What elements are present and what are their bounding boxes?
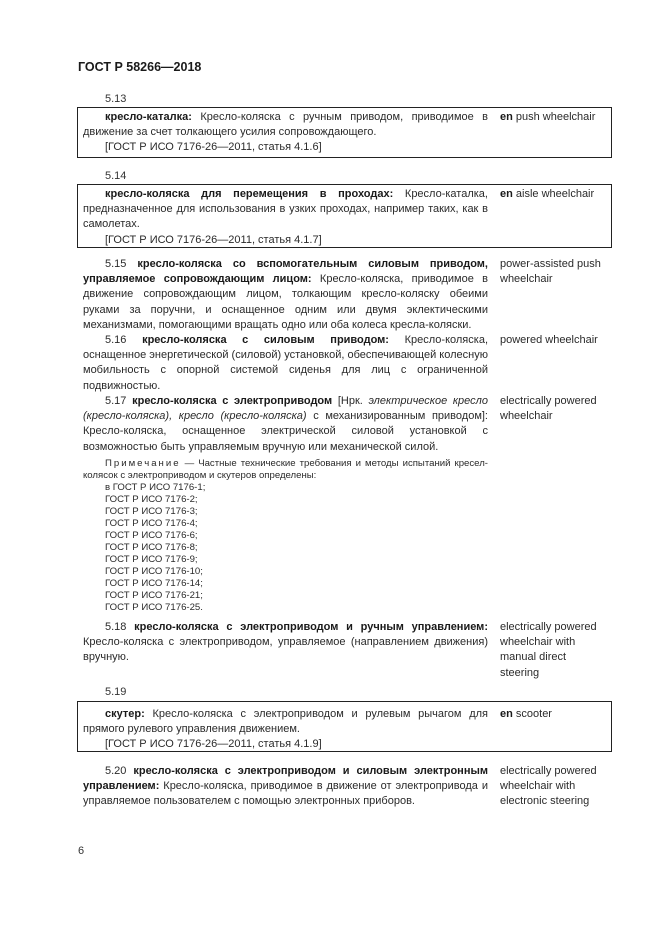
english-equivalent bbox=[500, 707, 610, 722]
term: кресло-коляска с электроприводом bbox=[132, 395, 333, 407]
entry-5-16 bbox=[83, 333, 488, 394]
entry-definition bbox=[83, 187, 488, 248]
list-item: ГОСТ Р ИСО 7176-2; bbox=[105, 494, 198, 505]
term: кресло-коляска с силовым приводом: bbox=[142, 334, 389, 346]
entry-5-20 bbox=[83, 764, 488, 810]
entry-5-18 bbox=[83, 620, 488, 666]
english-equivalent bbox=[500, 187, 610, 202]
definition-text: с механизированным приводом]: Кресло-коляска, оснащенное электрической силовой установкой с возможностью быть управляемым вручную или механической силой. bbox=[83, 410, 488, 453]
deprecated-terms: электрическое кресло (кресло-коляска), кресло (кресло-коляска) bbox=[83, 395, 488, 423]
list-item: ГОСТ Р ИСО 7176-10; bbox=[105, 566, 203, 577]
entry-number: 5.20 bbox=[105, 765, 127, 777]
english-term: aisle wheelchair bbox=[512, 188, 595, 200]
page-number: 6 bbox=[78, 845, 85, 857]
entry-number: 5.13 bbox=[105, 93, 127, 105]
english-term: push wheelchair bbox=[512, 111, 596, 123]
entry-definition bbox=[83, 707, 488, 753]
language-code: en bbox=[500, 708, 513, 720]
source-reference: [ГОСТ Р ИСО 7176-26—2011, статья 4.1.9] bbox=[105, 738, 322, 751]
english-equivalent: power-assisted push wheelchair bbox=[500, 258, 601, 286]
list-item: ГОСТ Р ИСО 7176-9; bbox=[105, 554, 198, 565]
english-equivalent: electrically powered wheelchair with manual direct steering bbox=[500, 621, 597, 679]
list-item: ГОСТ Р ИСО 7176-8; bbox=[105, 542, 198, 553]
document-header: ГОСТ Р 58266—2018 bbox=[78, 60, 202, 74]
term: кресло-коляска с электроприводом и силовым электронным управлением: bbox=[83, 765, 489, 793]
entry-number: 5.14 bbox=[105, 170, 127, 182]
entry-number: 5.17 bbox=[105, 395, 127, 407]
list-item: ГОСТ Р ИСО 7176-3; bbox=[105, 506, 198, 517]
source-reference: [ГОСТ Р ИСО 7176-26—2011, статья 4.1.7] bbox=[105, 233, 322, 246]
english-term: scooter bbox=[512, 708, 552, 720]
note-label: Примечание bbox=[105, 458, 181, 469]
list-item: ГОСТ Р ИСО 7176-25. bbox=[105, 602, 203, 613]
english-equivalent: electrically powered wheelchair with electronic steering bbox=[500, 765, 597, 808]
term: кресло-коляска с электроприводом и ручным управлением: bbox=[134, 621, 488, 633]
list-item: в ГОСТ Р ИСО 7176-1; bbox=[105, 482, 206, 493]
standards-list bbox=[83, 482, 488, 614]
definition-text: [Нрк. bbox=[332, 395, 369, 407]
language-code: en bbox=[500, 111, 513, 123]
list-item: ГОСТ Р ИСО 7176-6; bbox=[105, 530, 198, 541]
entry-number: 5.16 bbox=[105, 334, 127, 346]
list-item: ГОСТ Р ИСО 7176-21; bbox=[105, 590, 203, 601]
term: кресло-коляска со вспомогательным силовым приводом, управляемое сопровождающим лицом: bbox=[83, 258, 488, 286]
definition-text: Кресло-коляска с ручным приводом, приводимое в движение за счет толкающего усилия сопровождающего. bbox=[83, 111, 488, 139]
term: кресло-коляска для перемещения в проходах: bbox=[105, 188, 394, 200]
term: кресло-каталка: bbox=[105, 111, 192, 123]
term: скутер: bbox=[105, 708, 145, 720]
definition-text: Кресло-коляска, оснащенное энергетической (силовой) установкой, обеспечивающей колесную мобильность с опорной системой сиденья для лиц с ограниченной подвижностью. bbox=[83, 334, 488, 392]
english-equivalent bbox=[500, 110, 610, 125]
entry-number: 5.15 bbox=[105, 258, 127, 270]
language-code: en bbox=[500, 188, 513, 200]
list-item: ГОСТ Р ИСО 7176-14; bbox=[105, 578, 203, 589]
definition-text: Кресло-коляска, приводимое в движение от электропривода и управляемое пользователем с помощью электронных приборов. bbox=[83, 780, 488, 808]
entry-number: 5.18 bbox=[105, 621, 127, 633]
definition-text: Кресло-коляска с электроприводом и рулевым рычагом для прямого рулевого управления движением. bbox=[83, 708, 488, 736]
definition-text: Кресло-коляска с электроприводом, управляемое (направлением движения) вручную. bbox=[83, 636, 488, 664]
list-item: ГОСТ Р ИСО 7176-4; bbox=[105, 518, 198, 529]
entry-number: 5.19 bbox=[105, 686, 127, 698]
note-text: — Частные технические требования и методы испытаний кресел-колясок с электроприводом и скутеров определены: bbox=[83, 458, 488, 481]
entry-5-17 bbox=[83, 394, 488, 455]
entry-5-15 bbox=[83, 257, 488, 333]
entry-definition bbox=[83, 110, 488, 156]
definition-text: Кресло-каталка, предназначенное для использования в узких проходах, например таких, как в самолетах. bbox=[83, 188, 488, 231]
english-equivalent: electrically powered wheelchair bbox=[500, 395, 597, 423]
english-equivalent: powered wheelchair bbox=[500, 334, 598, 346]
definition-text: Кресло-коляска, приводимое в движение сопровождающим лицом, толкающим кресло-коляску обеими руками за поручни, и оснащенное одним или двумя эклектическими механизмами, помогающими вращать одно или оба колеса кресла-коляски. bbox=[83, 273, 488, 331]
source-reference: [ГОСТ Р ИСО 7176-26—2011, статья 4.1.6] bbox=[105, 141, 322, 154]
note-block bbox=[83, 458, 488, 614]
